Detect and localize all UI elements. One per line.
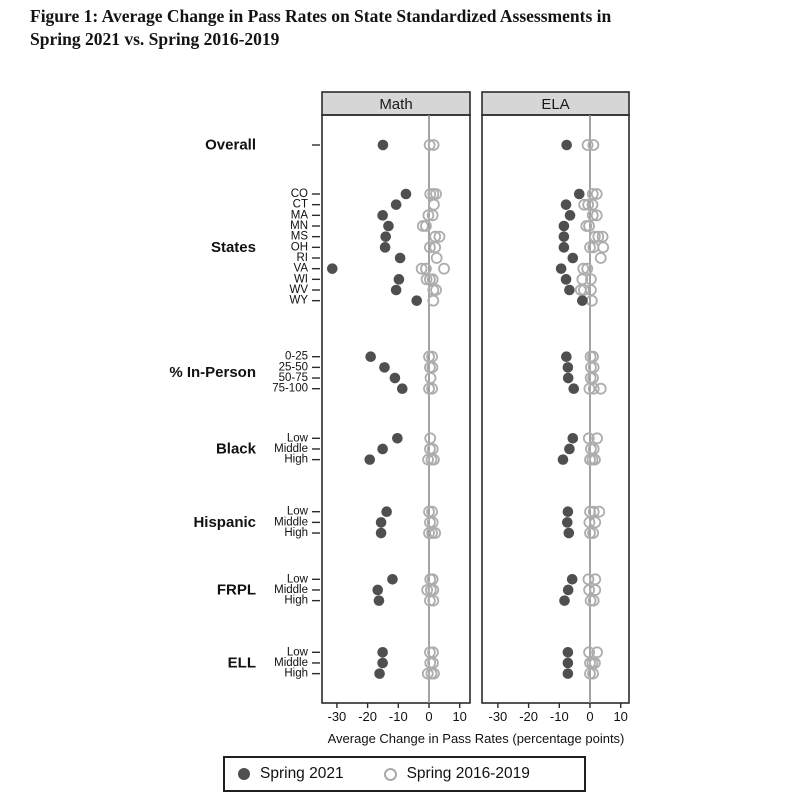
- data-point-spring-2021: [379, 362, 390, 373]
- open-circle-icon: [384, 768, 397, 781]
- data-point-spring-2021: [564, 285, 575, 296]
- data-point-spring-2021: [394, 274, 405, 285]
- data-point-spring-2021: [377, 444, 388, 455]
- data-point-spring-2021: [365, 351, 376, 362]
- data-point-prior: [598, 242, 608, 252]
- row-label: Middle: [274, 442, 308, 455]
- legend-label-spring-2021: Spring 2021: [260, 765, 344, 782]
- row-label: High: [284, 527, 308, 540]
- data-point-spring-2021: [374, 595, 385, 606]
- data-point-spring-2021: [568, 253, 579, 264]
- data-point-spring-2021: [563, 668, 574, 679]
- data-point-prior: [439, 264, 449, 274]
- x-tick-label-math: 0: [425, 709, 433, 724]
- row-label: 75-100: [272, 382, 308, 395]
- data-point-spring-2021: [397, 383, 408, 394]
- data-point-spring-2021: [564, 528, 575, 539]
- x-tick-label-ela: 10: [613, 709, 628, 724]
- row-label: Low: [286, 573, 308, 586]
- row-label: Middle: [274, 656, 308, 669]
- data-point-spring-2021: [364, 454, 375, 465]
- panel-frame-ela: [482, 115, 629, 703]
- row-label: MN: [290, 220, 308, 233]
- data-point-spring-2021: [391, 199, 402, 210]
- data-point-prior: [596, 384, 606, 394]
- data-point-spring-2021: [563, 647, 574, 658]
- x-axis-title: Average Change in Pass Rates (percentage points): [327, 731, 625, 746]
- data-point-spring-2021: [387, 574, 398, 585]
- data-point-spring-2021: [395, 253, 406, 264]
- data-point-spring-2021: [390, 373, 401, 384]
- section-label: Black: [215, 440, 256, 458]
- row-label: WV: [289, 284, 308, 297]
- row-label: Low: [286, 432, 308, 445]
- section-label: % In-Person: [169, 364, 256, 382]
- legend-item-spring-2021: [238, 765, 344, 783]
- data-point-prior: [590, 585, 600, 595]
- data-point-spring-2021: [559, 595, 570, 606]
- panel-header-label-ela: ELA: [541, 96, 570, 113]
- row-label: 25-50: [278, 361, 308, 374]
- data-point-spring-2021: [378, 140, 389, 151]
- section-label: FRPL: [216, 581, 256, 599]
- data-point-spring-2021: [380, 242, 391, 253]
- row-label: MS: [290, 230, 308, 243]
- row-label: WI: [293, 273, 308, 286]
- row-label: WY: [289, 294, 308, 307]
- row-label: MA: [290, 209, 308, 222]
- section-label: States: [210, 238, 256, 256]
- data-point-spring-2021: [558, 454, 569, 465]
- data-point-spring-2021: [559, 221, 570, 232]
- filled-circle-icon: [238, 768, 250, 780]
- row-label: VA: [293, 262, 308, 275]
- x-tick-label-ela: -20: [519, 709, 538, 724]
- x-tick-label-ela: -10: [549, 709, 569, 724]
- data-point-spring-2021: [392, 433, 403, 444]
- row-label: 0-25: [284, 350, 308, 363]
- row-label: RI: [296, 252, 308, 265]
- row-label: Middle: [274, 583, 308, 596]
- data-point-spring-2021: [327, 263, 338, 274]
- data-point-spring-2021: [577, 295, 588, 306]
- data-point-spring-2021: [401, 189, 412, 200]
- data-point-spring-2021: [372, 585, 383, 596]
- data-point-spring-2021: [376, 517, 387, 528]
- data-point-spring-2021: [559, 242, 570, 253]
- row-label: CO: [290, 188, 308, 200]
- data-point-spring-2021: [376, 528, 387, 539]
- data-point-prior: [425, 433, 435, 443]
- data-point-spring-2021: [565, 210, 576, 221]
- data-point-spring-2021: [559, 231, 570, 242]
- x-tick-label-math: 10: [452, 709, 467, 724]
- data-point-spring-2021: [567, 574, 578, 585]
- x-tick-label-ela: -30: [488, 709, 508, 724]
- row-label: High: [284, 667, 308, 680]
- data-point-spring-2021: [377, 210, 388, 221]
- data-point-spring-2021: [391, 285, 402, 296]
- data-point-spring-2021: [377, 647, 388, 658]
- legend: [223, 756, 586, 792]
- data-point-spring-2021: [561, 140, 572, 151]
- row-label: OH: [290, 241, 308, 254]
- data-point-spring-2021: [561, 274, 572, 285]
- row-label: High: [284, 594, 308, 607]
- data-point-spring-2021: [381, 506, 392, 517]
- data-point-spring-2021: [561, 351, 572, 362]
- x-tick-label-ela: 0: [586, 709, 594, 724]
- data-point-spring-2021: [564, 444, 575, 455]
- section-label: Overall: [205, 136, 256, 154]
- row-label: Middle: [274, 516, 308, 529]
- data-point-prior: [590, 574, 600, 584]
- x-tick-label-math: -30: [327, 709, 347, 724]
- x-tick-label-math: -20: [358, 709, 377, 724]
- data-point-spring-2021: [411, 295, 422, 306]
- data-point-spring-2021: [556, 263, 567, 274]
- data-point-prior: [596, 253, 606, 263]
- data-point-spring-2021: [562, 517, 573, 528]
- data-point-spring-2021: [374, 668, 385, 679]
- data-point-spring-2021: [561, 199, 572, 210]
- data-point-spring-2021: [383, 221, 394, 232]
- row-label: CT: [292, 198, 308, 211]
- figure-caption-line-2: Spring 2021 vs. Spring 2016-2019: [30, 29, 280, 50]
- data-point-spring-2021: [574, 189, 585, 200]
- row-label: Low: [286, 505, 308, 518]
- data-point-spring-2021: [380, 231, 391, 242]
- section-label: Hispanic: [193, 513, 256, 531]
- data-point-spring-2021: [377, 658, 388, 669]
- x-tick-label-math: -10: [388, 709, 408, 724]
- row-label: 50-75: [278, 372, 308, 385]
- data-point-spring-2021: [563, 373, 574, 384]
- legend-label-spring-2016-2019: Spring 2016-2019: [406, 765, 530, 782]
- data-point-prior: [586, 285, 596, 295]
- data-point-prior: [432, 253, 442, 263]
- section-label: ELL: [227, 654, 256, 672]
- data-point-spring-2021: [568, 383, 579, 394]
- data-point-spring-2021: [563, 658, 574, 669]
- row-label: High: [284, 453, 308, 466]
- data-point-spring-2021: [563, 362, 574, 373]
- data-point-prior: [429, 200, 439, 210]
- panel-header-label-math: Math: [379, 96, 413, 113]
- data-point-spring-2021: [563, 585, 574, 596]
- figure-caption-line-1: Figure 1: Average Change in Pass Rates on State Standardized Assessments in: [30, 6, 612, 26]
- data-point-prior: [587, 296, 597, 306]
- legend-item-spring-2016-2019: [384, 765, 530, 783]
- data-point-spring-2021: [563, 506, 574, 517]
- data-point-prior: [426, 373, 436, 383]
- data-point-spring-2021: [568, 433, 579, 444]
- row-label: Low: [286, 646, 308, 659]
